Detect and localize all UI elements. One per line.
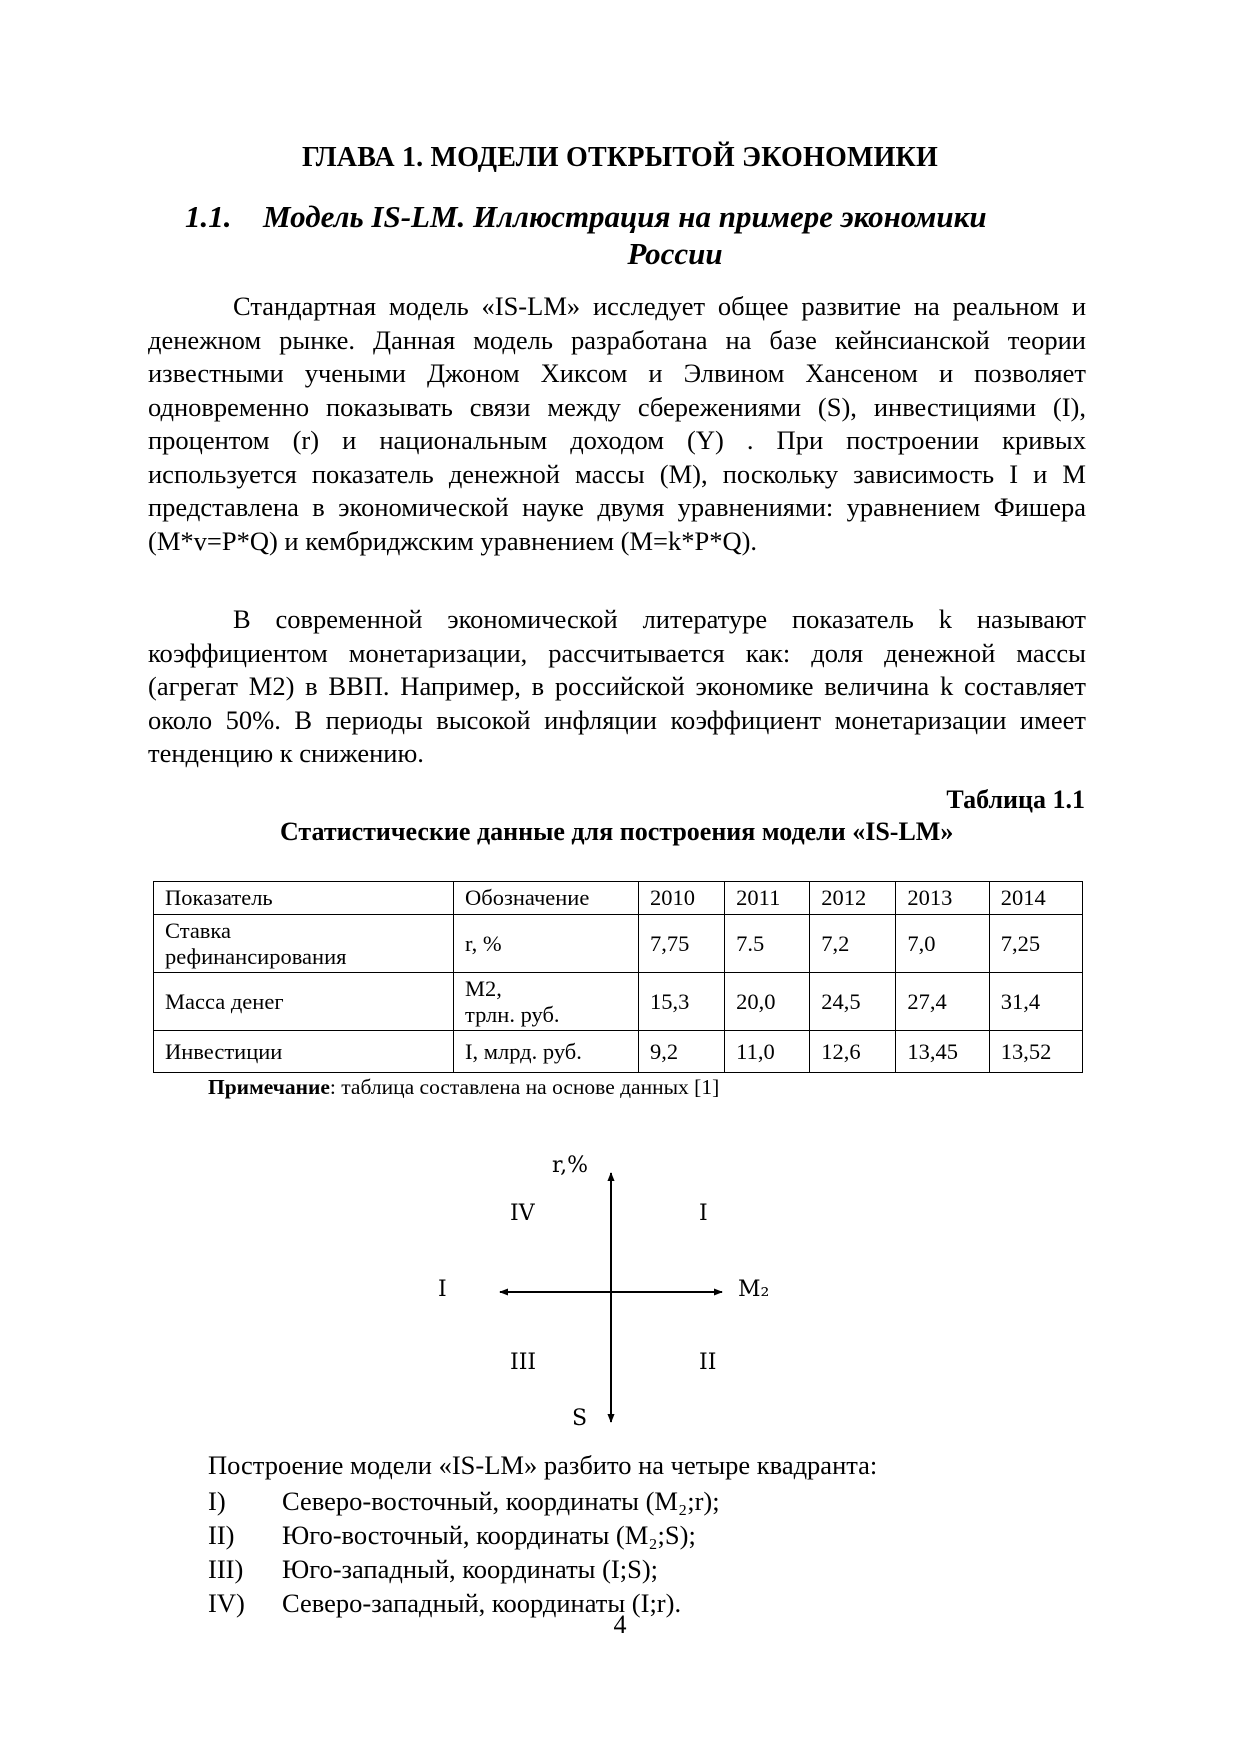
- list-item-number: II): [208, 1520, 235, 1550]
- list-item-text: Юго-западный, координаты (I;S);: [282, 1554, 659, 1584]
- quadrant-label-ne: I: [699, 1201, 708, 1226]
- section-title-line1: Модель IS-LM. Иллюстрация на примере экономики: [263, 199, 987, 234]
- list-item: [208, 1552, 720, 1586]
- x-axis-left-label: I: [438, 1277, 447, 1302]
- list-item: [208, 1518, 720, 1552]
- symbol-cell: [454, 973, 639, 1031]
- value-cell: 13,52: [989, 1031, 1082, 1073]
- header-cell: 2010: [639, 882, 725, 915]
- y-axis-top-label: r,%: [552, 1153, 588, 1178]
- x-axis-right-label: M₂: [738, 1277, 770, 1302]
- value-cell: 13,45: [896, 1031, 989, 1073]
- page-number: 4: [613, 1610, 627, 1639]
- value-cell: 7,25: [989, 915, 1082, 973]
- list-item-number: III): [208, 1554, 244, 1584]
- symbol-label: трлн. руб.: [465, 1001, 560, 1027]
- header-cell: 2014: [989, 882, 1082, 915]
- value-cell: 7.5: [725, 915, 810, 973]
- header-cell: Показатель: [154, 882, 454, 915]
- list-item-number: I): [208, 1486, 226, 1516]
- table-caption: Статистические данные для построения модели «IS-LM»: [280, 817, 954, 846]
- table-row: [154, 1031, 1083, 1073]
- section-number: 1.1.: [185, 199, 232, 234]
- note-text: : таблица составлена на основе данных [1]: [329, 1075, 720, 1099]
- list-item-text: Северо-западный, координаты (I;r).: [282, 1588, 682, 1618]
- statistics-table: [153, 881, 1083, 1073]
- indicator-label: Ставка: [165, 917, 232, 943]
- value-cell: 15,3: [639, 973, 725, 1031]
- value-cell: 12,6: [810, 1031, 896, 1073]
- indicator-cell: Масса денег: [154, 973, 454, 1031]
- paragraph: Стандартная модель «IS-LM» исследует общее развитие на реальном и денежном рынке. Данная модель разработана на базе кейнсианской теории известными учеными Джоном Хиксом и Элвином Хансеном и позволяет одновременно показывать связи между сбережениями (S), инвестициями (I), процентом (r) и национальным доходом (Y) . При построении кривых используется показатель денежной массы (M), поскольку зависимость I и M представлена в экономической науке двумя уравнениями: уравнением Фишера (M*v=P*Q) и кембриджским уравнением (M=k*P*Q).: [148, 291, 1086, 556]
- value-cell: 20,0: [725, 973, 810, 1031]
- table-number: Таблица 1.1: [946, 785, 1085, 814]
- y-axis-bottom-label: S: [572, 1406, 588, 1431]
- header-cell: 2013: [896, 882, 989, 915]
- value-cell: 31,4: [989, 973, 1082, 1031]
- indicator-cell: Инвестиции: [154, 1031, 454, 1073]
- value-cell: 11,0: [725, 1031, 810, 1073]
- list-item-text: Юго-восточный, координаты (М₂;S);: [282, 1520, 696, 1550]
- paragraph: В современной экономической литературе показатель k называют коэффициентом монетаризации, рассчитывается как: доля денежной массы (агрегат М2) в ВВП. Например, в российской экономике величина k составляет около 50%. В периоды высокой инфляции коэффициент монетаризации имеет тенденцию к снижению.: [148, 604, 1086, 768]
- header-cell: Обозначение: [454, 882, 639, 915]
- table-row: [154, 973, 1083, 1031]
- symbol-label: М2,: [465, 975, 502, 1001]
- value-cell: 7,75: [639, 915, 725, 973]
- value-cell: 7,2: [810, 915, 896, 973]
- quadrant-label-sw: III: [510, 1350, 537, 1375]
- header-cell: 2011: [725, 882, 810, 915]
- value-cell: 27,4: [896, 973, 989, 1031]
- quadrant-label-se: II: [699, 1350, 717, 1375]
- quadrant-label-nw: IV: [510, 1201, 535, 1226]
- section-title-line2: России: [627, 236, 723, 271]
- list-item: [208, 1484, 720, 1518]
- list-item-text: Северо-восточный, координаты (М₂;r);: [282, 1486, 720, 1516]
- list-item-number: IV): [208, 1588, 245, 1618]
- value-cell: 7,0: [896, 915, 989, 973]
- value-cell: 24,5: [810, 973, 896, 1031]
- indicator-cell: [154, 915, 454, 973]
- table-note: [208, 1075, 719, 1100]
- quadrant-diagram: [420, 1150, 780, 1440]
- list-intro: Построение модели «IS-LM» разбито на четыре квадранта:: [208, 1450, 878, 1480]
- symbol-cell: I, млрд. руб.: [454, 1031, 639, 1073]
- section-heading: [185, 198, 1085, 272]
- symbol-cell: r, %: [454, 915, 639, 973]
- header-cell: 2012: [810, 882, 896, 915]
- indicator-label: рефинансирования: [165, 943, 347, 969]
- table-row: [154, 915, 1083, 973]
- axes-svg: [420, 1150, 780, 1440]
- chapter-title: ГЛАВА 1. МОДЕЛИ ОТКРЫТОЙ ЭКОНОМИКИ: [301, 142, 939, 173]
- value-cell: 9,2: [639, 1031, 725, 1073]
- note-label: Примечание: [208, 1075, 330, 1099]
- quadrant-list: [208, 1484, 720, 1620]
- table-header-row: [154, 882, 1083, 915]
